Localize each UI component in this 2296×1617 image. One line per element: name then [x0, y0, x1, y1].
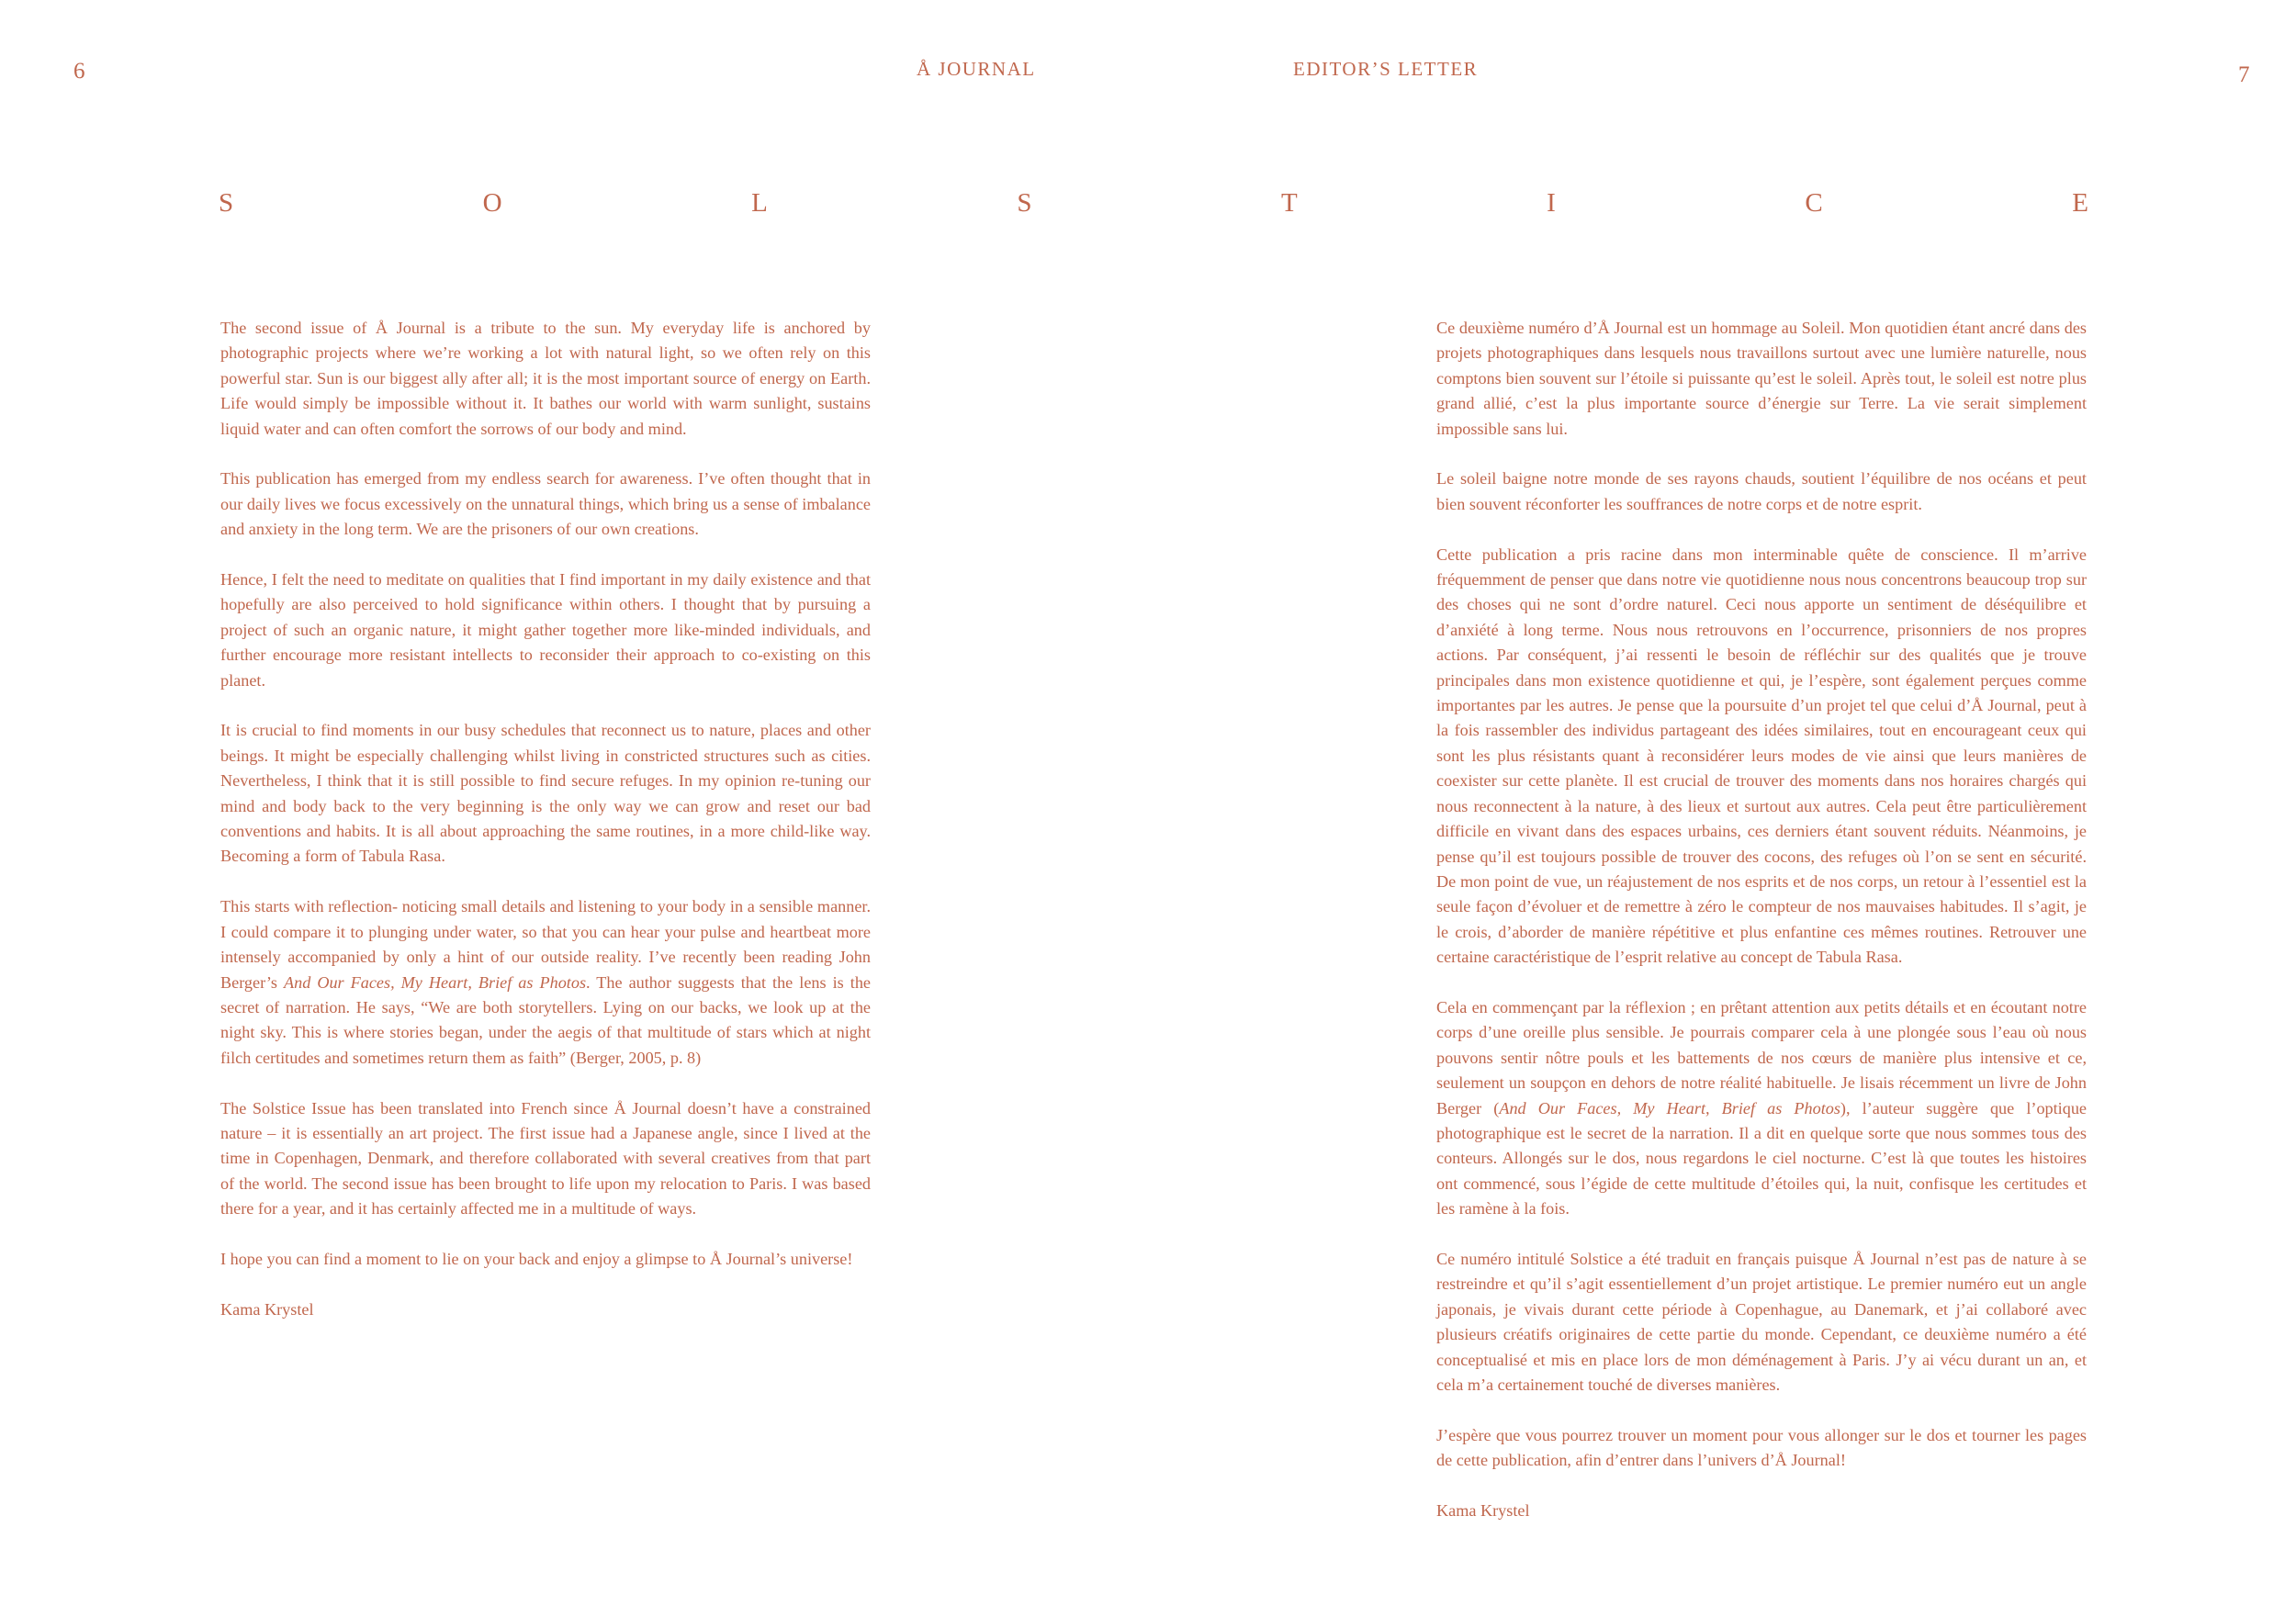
english-paragraph-7: I hope you can find a moment to lie on your back and enjoy a glimpse to Å Journal’s universe! — [220, 1249, 853, 1268]
english-paragraph-5-end: . The author suggests that the lens is the secret of narration. He says, “We are both storytellers. Lying on our backs, we look up at the night sky. This is where stories began, under the aegis of that multitude of stars which at night filch certitudes and sometimes return them as faith” (Berger, 2005, p. 8) — [220, 972, 871, 1067]
title-letter: O — [482, 188, 502, 218]
english-signature: Kama Krystel — [220, 1299, 314, 1319]
left-page-number: 6 — [73, 59, 85, 84]
english-paragraph-6: The Solstice Issue has been translated into French since Å Journal doesn’t have a constrained nature – it is essentially an art project. The first issue had a Japanese angle, since I lived at the time in Copenhagen, Denmark, and therefore collaborated with several creatives from that part of the world. The second issue has been brought to life upon my relocation to Paris. I was based there for a year, and it has certainly affected me in a multitude of ways. — [220, 1098, 871, 1218]
french-book-title: And Our Faces, My Heart, Brief as Photos — [1499, 1098, 1840, 1117]
title-letter: S — [219, 188, 234, 218]
english-paragraph-4: It is crucial to find moments in our busy schedules that reconnect us to nature, places and other beings. It might be especially challenging whilst living in constricted structures such as cities. Nevertheless, I think that it is still possible to find secure refuges. In my opinion re-tuning our mind and body back to the very beginning is the only way we can grow and reset our bad conventions and habits. It is all about approaching the same routines, in a more child-like way. Becoming a form of Tabula Rasa. — [220, 721, 871, 866]
french-paragraph-4-start: Cela en commençant par la réflexion ; en prêtant attention aux petits détails et en écoutant notre corps d’une oreille plus sensible. Je pourrais comparer cela à une plongée sous l’eau où nous pouvons sentir nôtre pouls et les battements de nos cœurs de manière plus intensive et ce, seulement un soupçon en dehors de notre réalité habituelle. Je lisais récemment un livre de John Berger ( — [1436, 997, 2087, 1117]
title-letter: T — [1280, 188, 1298, 218]
english-paragraph-3: Hence, I felt the need to meditate on qualities that I find important in my daily existence and that hopefully are also perceived to hold significance within others. I thought that by pursuing a project of such an organic nature, it might gather together more like-minded individuals, and further encourage more resistant intellects to reconsider their approach to co-existing on this planet. — [220, 570, 871, 690]
english-paragraph-2: This publication has emerged from my endless search for awareness. I’ve often thought that in our daily lives we focus excessively on the unnatural things, which bring us a sense of imbalance and anxiety in the long term. We are the prisoners of our own creations. — [220, 469, 871, 539]
french-paragraph-3: Cette publication a pris racine dans mon interminable quête de conscience. Il m’arrive fréquemment de penser que dans notre vie quotidienne nous nous concentrons beaucoup trop sur des choses qui ne sont d’ordre naturel. Ceci nous apporte un sentiment de déséquilibre et d’anxiété à long terme. Nous nous retrouvons en l’occurrence, prisonniers de nos propres actions. Par conséquent, j’ai ressenti le besoin de réfléchir sur des qualités que je trouve principales dans mon existence quotidienne et qui, je l’espère, sont également perçues comme importantes par les autres. Je pense que la poursuite d’un projet tel que celui d’Å Journal, peut à la fois rassembler des individus partageant des idées similaires, tout en encourageant ceux qui sont les plus résistants quant à reconsidérer leurs modes de vie ainsi que leurs manières de coexister sur cette planète. Il est crucial de trouver des moments dans nos horaires chargés qui nous reconnectent à la nature, à des lieux et surtout aux autres. Cela peut être particulièrement difficile en vivant dans des espaces urbains, ces derniers étant souvent réduits. Néanmoins, je pense qu’il est toujours possible de trouver des cocons, des refuges où l’on se sent en sécurité. De mon point de vue, un réajustement de nos esprits et de nos corps, un retour à l’essentiel est la seule façon d’évoluer et de remettre à zéro le compteur de nos mauvaises habitudes. Il s’agit, je le crois, d’aborder de manière répétitive et plus enfantine ces mêmes routines. Retrouver une certaine caractéristique de l’esprit relative au concept de Tabula Rasa. — [1436, 545, 2087, 967]
french-paragraph-4-end: ), l’auteur suggère que l’optique photographique est le secret de la narration. Il a dit en quelque sorte que nous sommes tous des conteurs. Allongés sur le dos, nous regardons le ciel nocturne. C’est là que toutes les histoires ont commencé, sous l’égide de cette multitude d’étoiles qui, la nuit, confisque les certitudes et les ramène à la fois. — [1436, 1098, 2087, 1218]
title-letter: C — [1805, 188, 1823, 218]
english-paragraph-1: The second issue of Å Journal is a tribute to the sun. My everyday life is anchored by photographic projects where we’re working a lot with natural light, so we often rely on this powerful star. Sun is our biggest ally after all; it is the most important source of energy on Earth. Life would simply be impossible without it. It bathes our world with warm sunlight, sustains liquid water and can often comfort the sorrows of our body and mind. — [220, 319, 871, 438]
english-book-title: And Our Faces, My Heart, Brief as Photos — [284, 972, 587, 992]
title-letter: E — [2072, 188, 2088, 218]
english-paragraph-5-start: This starts with reflection- noticing small details and listening to your body in a sensible manner. I could compare it to plunging under water, so that you can hear your pulse and heartbeat more intensely accompanied by only a hint of our outside reality. I’ve recently been reading John Berger’s — [220, 897, 871, 992]
spread-title — [219, 186, 2088, 223]
french-paragraph-4 — [1436, 995, 2087, 1222]
french-signature: Kama Krystel — [1436, 1501, 1530, 1520]
title-letter: L — [751, 188, 768, 218]
french-paragraph-6: J’espère que vous pourrez trouver un moment pour vous allonger sur le dos et tourner les pages de cette publication, afin d’entrer dans l’univers d’Å Journal! — [1436, 1425, 2087, 1470]
left-running-title: Å JOURNAL — [917, 58, 1036, 80]
title-letter: I — [1547, 188, 1556, 218]
french-paragraph-5: Ce numéro intitulé Solstice a été traduit en français puisque Å Journal n’est pas de nature à se restreindre et qu’il s’agit essentiellement d’un projet artistique. Le premier numéro eut un angle japonais, je vivais durant cette période à Copenhague, au Danemark, et j’ai collaboré avec plusieurs créatifs originaires de cette partie du monde. Cependant, ce deuxième numéro a été conceptualisé et mis en place lors de mon déménagement à Paris. J’y ai vécu durant un an, et cela m’a certainement touché de diverses manières. — [1436, 1249, 2087, 1394]
right-running-title: EDITOR’S LETTER — [1293, 58, 1479, 80]
french-paragraph-1: Ce deuxième numéro dʼÅ Journal est un hommage au Soleil. Mon quotidien étant ancré dans des projets photographiques dans lesquels nous travaillons surtout avec une lumière naturelle, nous comptons bien souvent sur l’étoile si puissante qu’est le soleil. Après tout, le soleil est notre plus grand allié, c’est la plus importante source d’énergie sur Terre. La vie serait simplement impossible sans lui. — [1436, 319, 2087, 438]
french-paragraph-2: Le soleil baigne notre monde de ses rayons chauds, soutient l’équilibre de nos océans et peut bien souvent réconforter les souffrances de notre corps et de notre esprit. — [1436, 469, 2087, 513]
english-paragraph-5 — [220, 894, 871, 1071]
french-letter-column — [1436, 316, 2087, 1549]
right-page-number: 7 — [2238, 62, 2250, 87]
english-letter-column — [220, 316, 871, 1348]
title-letter: S — [1017, 188, 1032, 218]
